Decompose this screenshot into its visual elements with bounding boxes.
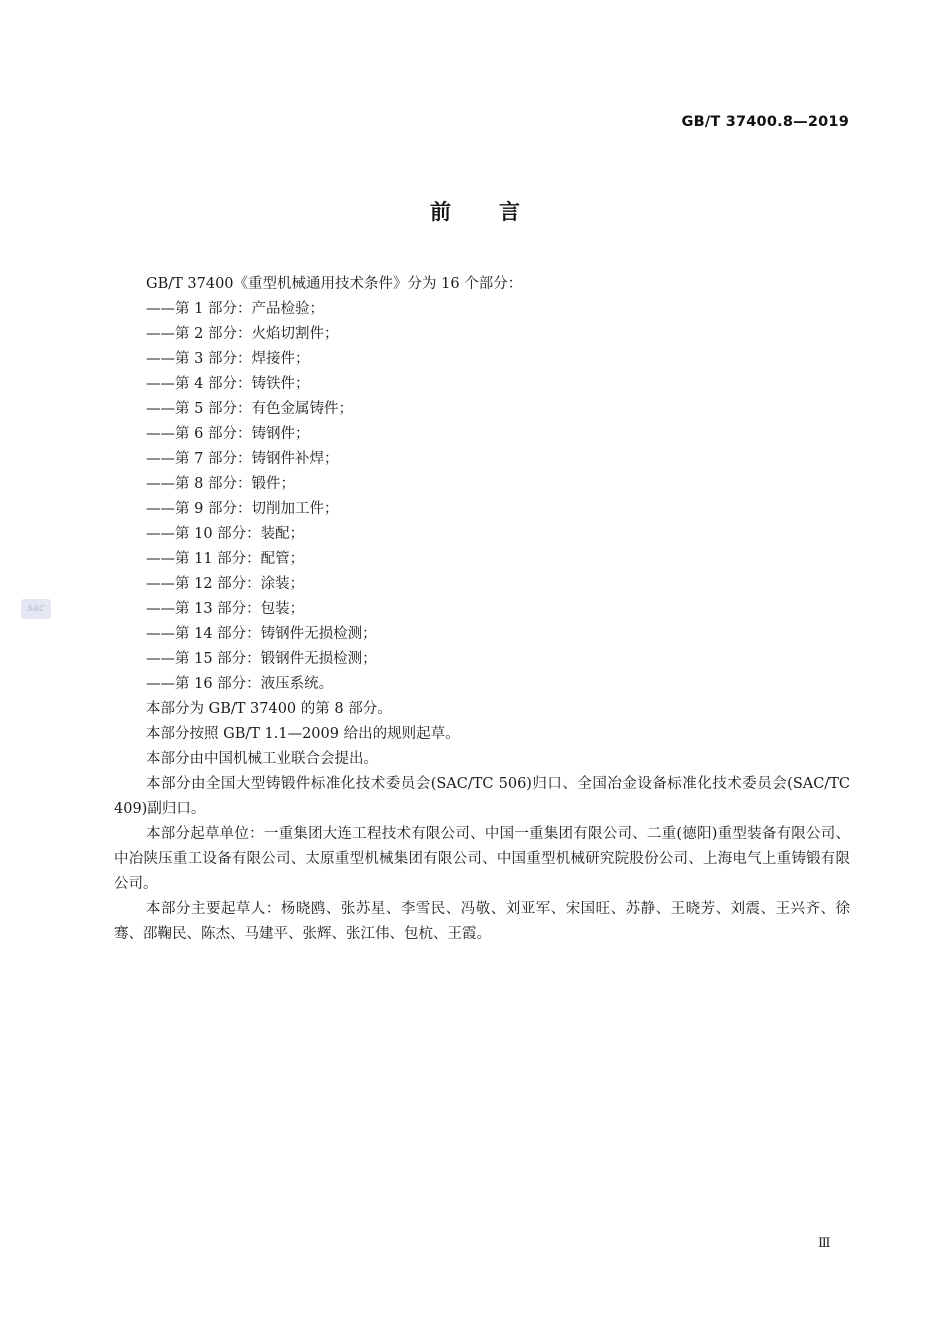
- sac-watermark-logo: SAC: [21, 599, 51, 619]
- list-item: ——第 13 部分：包装；: [146, 601, 305, 617]
- drafting-units-paragraph: 本部分起草单位：一重集团大连工程技术有限公司、中国一重集团有限公司、二重(德阳)重型装备有限公司、中冶陕压重工设备有限公司、太原重型机械集团有限公司、中国重型机械研究院股份公司、上海电气上重铸锻有限公司。: [114, 826, 850, 892]
- jurisdiction-paragraph: 本部分由全国大型铸锻件标准化技术委员会(SAC/TC 506)归口、全国冶金设备标准化技术委员会(SAC/TC 409)副归口。: [114, 776, 850, 817]
- list-item: ——第 7 部分：铸钢件补焊；: [146, 451, 339, 467]
- drafters-paragraph: 本部分主要起草人：杨晓鸥、张苏星、李雪民、冯敬、刘亚军、宋国旺、苏静、王晓芳、刘震、王兴齐、徐骞、邵鞠民、陈杰、马建平、张辉、张江伟、包杭、王霞。: [114, 901, 850, 942]
- list-item: ——第 8 部分：锻件；: [146, 476, 295, 492]
- drafting-rules-paragraph: 本部分按照 GB/T 1.1—2009 给出的规则起草。: [146, 726, 460, 742]
- list-item: ——第 10 部分：装配；: [146, 526, 305, 542]
- title-char-1: 前: [430, 200, 451, 224]
- title-char-2: 言: [499, 200, 520, 224]
- list-item: ——第 15 部分：锻钢件无损检测；: [146, 651, 377, 667]
- parts-list: [114, 297, 850, 697]
- standard-number: GB/T 37400.8—2019: [681, 114, 849, 130]
- page-number: Ⅲ: [818, 1236, 831, 1251]
- list-item: ——第 12 部分：涂装；: [146, 576, 305, 592]
- list-item: ——第 4 部分：铸铁件；: [146, 376, 310, 392]
- list-item: ——第 3 部分：焊接件；: [146, 351, 310, 367]
- list-item: ——第 6 部分：铸钢件；: [146, 426, 310, 442]
- page-title: [0, 196, 950, 226]
- list-item: ——第 14 部分：铸钢件无损检测；: [146, 626, 377, 642]
- foreword-body: [114, 272, 850, 947]
- list-item: ——第 11 部分：配管；: [146, 551, 305, 567]
- this-part-paragraph: 本部分为 GB/T 37400 的第 8 部分。: [146, 701, 392, 717]
- intro-paragraph: GB/T 37400《重型机械通用技术条件》分为 16 个部分：: [146, 276, 523, 292]
- proposed-by-paragraph: 本部分由中国机械工业联合会提出。: [146, 751, 378, 767]
- list-item: ——第 1 部分：产品检验；: [146, 301, 324, 317]
- list-item: ——第 9 部分：切削加工件；: [146, 501, 339, 517]
- list-item: ——第 2 部分：火焰切割件；: [146, 326, 339, 342]
- list-item: ——第 5 部分：有色金属铸件；: [146, 401, 353, 417]
- list-item: ——第 16 部分：液压系统。: [146, 676, 334, 692]
